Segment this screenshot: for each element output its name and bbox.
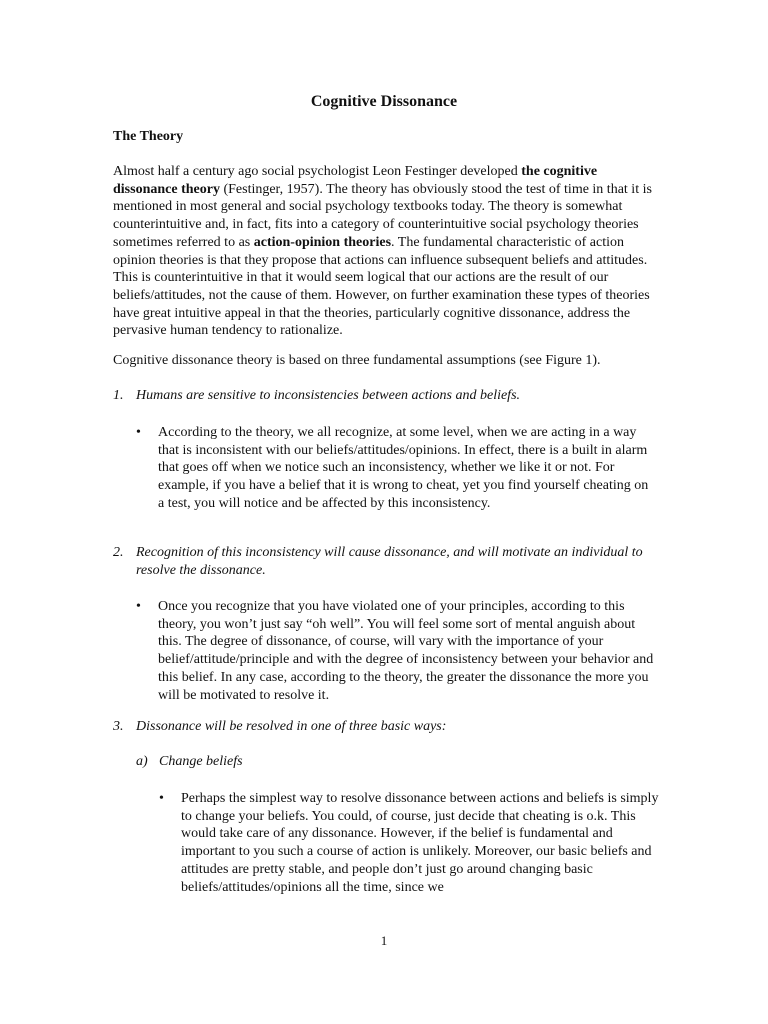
numbered-item-3 [113, 718, 658, 736]
bullet-icon: • [159, 791, 164, 806]
bullet-item-2 [136, 598, 654, 704]
section-heading: The Theory [113, 129, 184, 144]
document-title: Cognitive Dissonance [310, 93, 458, 110]
page-number: 1 [380, 933, 388, 948]
intro-text-1: Almost half a century ago social psychologist Leon Festinger developed [113, 164, 522, 179]
bullet-text: According to the theory, we all recognize, at some level, when we are acting in a way that is inconsistent with our beliefs/attitudes/opinions. In effect, there is a built in alarm that goes off when we notice such an inconsistency, whether we like it or not. For example, if you have a belief that it is wrong to cheat, yet you find yourself cheating on a test, you will notice and be affected by this inconsistency. [158, 425, 649, 511]
bullet-text: Once you recognize that you have violated one of your principles, according to this theory, you won’t just say “oh well”. You will feel some sort of mental anguish about this. The degree of dissonance, of course, will vary with the importance of your belief/attitude/principle and with the degree of inconsistency between your behavior and this belief. In any case, according to the theory, the greater the dissonance the more you will be motivated to resolve it. [158, 599, 654, 703]
item-number: 2. [113, 545, 124, 560]
numbered-item-1 [113, 387, 658, 405]
bullet-text: Perhaps the simplest way to resolve dissonance between actions and beliefs is simply to change your beliefs. You could, of course, just decide that cheating is o.k. This would take care of any dissonance. However, if the belief is fundamental and important to you such a course of action is unlikely. Moreover, our basic beliefs and attitudes are pretty stable, and people don’t just go around changing basic beliefs/attitudes/opinions all the time, since we [181, 791, 659, 895]
bullet-icon: • [136, 599, 141, 614]
intro-paragraph [113, 163, 658, 340]
bullet-item-1 [136, 424, 654, 513]
sub-item-text: Change beliefs [159, 754, 243, 769]
bullet-item-3 [159, 790, 659, 896]
sub-item-label: a) [136, 754, 148, 769]
sub-item-a [136, 753, 243, 771]
intro-bold-2: action-opinion theories [253, 234, 392, 250]
item-text: Humans are sensitive to inconsistencies between actions and beliefs. [136, 388, 521, 403]
item-text: Recognition of this inconsistency will cause dissonance, and will motivate an individual to resolve the dissonance. [136, 545, 643, 578]
intro-text-3: . The fundamental characteristic of action opinion theories is that they propose that actions can influence subsequent beliefs and attitudes. This is counterintuitive in that it would seem logical that our actions are the result of our beliefs/attitudes, not the cause of them. However, on further examination these types of theories have great intuitive appeal in that the theories, particularly cognitive dissonance, address the pervasive human tendency to rationalize. [113, 234, 650, 339]
item-number: 1. [113, 388, 124, 403]
item-text: Dissonance will be resolved in one of three basic ways: [136, 719, 447, 734]
intro-bold-1: the cognitive dissonance theory [113, 164, 598, 197]
intro-text-2: (Festinger, 1957). The theory has obviously stood the test of time in that it is mentioned in most general and social psychology textbooks today. The theory is somewhat counterintuitive and, in fact, fits into a category of counterintuitive social psychology theories sometimes referred to as [113, 181, 652, 250]
bullet-icon: • [136, 425, 141, 440]
numbered-item-2 [113, 544, 658, 579]
assumptions-intro-paragraph: Cognitive dissonance theory is based on three fundamental assumptions (see Figure 1). [113, 353, 601, 368]
item-number: 3. [113, 719, 124, 734]
